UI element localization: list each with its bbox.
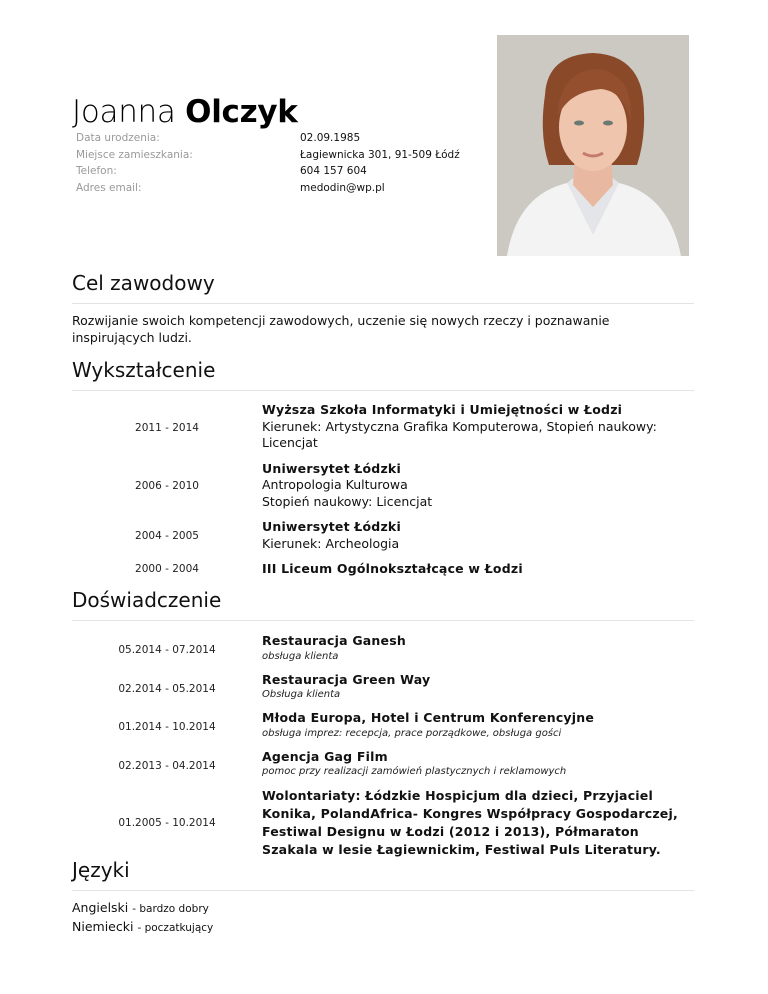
section-doswiadczenie (72, 587, 694, 861)
section-cel-zawodowy (72, 270, 694, 346)
job-description: obsługa imprez: recepcja, prace porządkowe, obsługa gości (262, 727, 562, 739)
section-title: Języki (72, 858, 130, 882)
experience-row (72, 708, 694, 747)
language-name: Niemiecki (72, 919, 134, 934)
education-date: 2004 - 2005 (135, 530, 199, 542)
language-level: - bardzo dobry (132, 903, 209, 915)
education-date: 2011 - 2014 (135, 422, 199, 435)
section-wyksztalcenie (72, 357, 694, 582)
experience-date: 01.2005 - 10.2014 (118, 817, 216, 829)
info-value: Łagiewnicka 301, 91-509 Łódź (300, 148, 460, 161)
section-title: Cel zawodowy (72, 271, 215, 295)
education-row (72, 515, 694, 557)
education-row (72, 557, 694, 582)
section-jezyki (72, 857, 694, 937)
info-value: 604 157 604 (300, 165, 367, 177)
portrait-illustration (497, 35, 689, 256)
info-label: Telefon: (76, 165, 117, 177)
info-row (76, 163, 460, 180)
experience-table (72, 631, 694, 861)
experience-date: 02.2013 - 04.2014 (118, 759, 216, 772)
company-name: Młoda Europa, Hotel i Centrum Konferencyjne (262, 710, 595, 725)
job-description: pomoc przy realizacji zamówień plastycznych i reklamowych (262, 766, 567, 777)
profile-photo (497, 35, 689, 256)
company-name: Wolontariaty: Łódzkie Hospicjum dla dzieci, Przyjaciel Konika, PolandAfrica- Kongres Współpracy Gospodarczej, Festiwal Designu w Łodzi (2012 i 2013), Półmaraton Szakala w lesie Łagiewnickim, Festiwal Puls Literatury. (262, 788, 678, 857)
section-divider (72, 303, 694, 304)
language-level: - poczatkujący (137, 922, 214, 934)
personal-info (76, 130, 460, 196)
education-row (72, 457, 694, 516)
info-label: Data urodzenia: (76, 132, 160, 144)
first-name: Joanna (72, 94, 176, 130)
language-list (72, 899, 694, 937)
education-date: 2000 - 2004 (135, 563, 199, 576)
objective-text: Rozwijanie swoich kompetencji zawodowych, uczenie się nowych rzeczy i poznawanie inspirujących ludzi. (72, 313, 610, 345)
school-name: Wyższa Szkoła Informatyki i Umiejętności w Łodzi (262, 402, 623, 417)
experience-row (72, 631, 694, 670)
section-divider (72, 620, 694, 621)
language-name: Angielski (72, 900, 129, 915)
education-table (72, 400, 694, 582)
experience-row (72, 785, 694, 861)
company-name: Agencja Gag Film (262, 748, 388, 764)
info-value: medodin@wp.pl (300, 181, 385, 194)
info-label: Miejsce zamieszkania: (76, 148, 193, 161)
education-detail: Antropologia Kulturowa (262, 477, 408, 492)
full-name (72, 92, 298, 132)
job-description: Obsługa klienta (262, 689, 341, 700)
info-label: Adres email: (76, 181, 142, 194)
experience-row (72, 670, 694, 709)
section-divider (72, 890, 694, 891)
section-title: Wykształcenie (72, 358, 216, 382)
education-detail: Stopień naukowy: Licencjat (262, 493, 433, 509)
info-value: 02.09.1985 (300, 132, 361, 144)
education-row (72, 400, 694, 457)
job-description: obsługa klienta (262, 650, 339, 662)
info-row (76, 130, 460, 147)
info-row (76, 147, 460, 164)
section-divider (72, 390, 694, 391)
section-title: Doświadczenie (72, 588, 222, 612)
experience-row (72, 747, 694, 786)
school-name: Uniwersytet Łódzki (262, 519, 401, 534)
company-name: Restauracja Ganesh (262, 633, 406, 648)
last-name: Olczyk (185, 94, 298, 130)
education-date: 2006 - 2010 (135, 479, 199, 492)
education-detail: Kierunek: Artystyczna Grafika Komputerowa, Stopień naukowy: Licencjat (262, 418, 657, 450)
experience-date: 01.2014 - 10.2014 (118, 721, 216, 734)
info-row (76, 180, 460, 197)
language-item (72, 918, 694, 937)
language-item (72, 899, 694, 918)
school-name: Uniwersytet Łódzki (262, 460, 401, 476)
experience-date: 05.2014 - 07.2014 (118, 644, 216, 657)
school-name: III Liceum Ogólnokształcące w Łodzi (262, 561, 523, 576)
education-detail: Kierunek: Archeologia (262, 535, 400, 551)
company-name: Restauracja Green Way (262, 671, 431, 687)
experience-date: 02.2014 - 05.2014 (118, 682, 216, 695)
